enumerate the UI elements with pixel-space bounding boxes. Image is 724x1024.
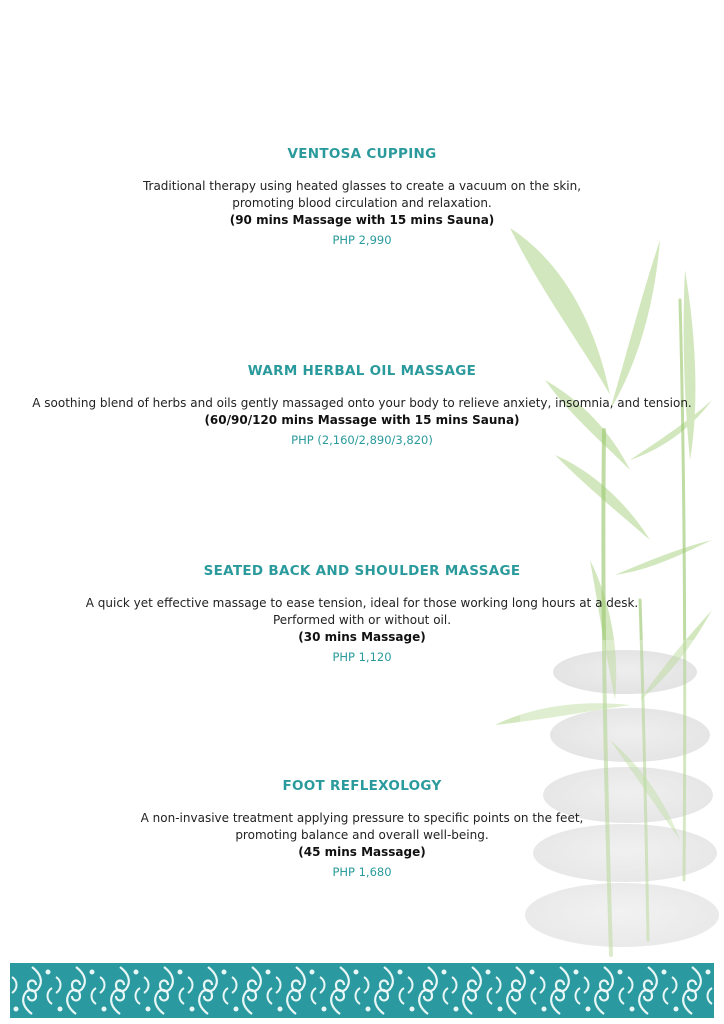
service-price: PHP 2,990 <box>332 233 392 247</box>
service-price: PHP (2,160/2,890/3,820) <box>291 433 433 447</box>
service-ventosa-cupping <box>0 146 724 249</box>
ornamental-border <box>10 963 714 1018</box>
service-price: PHP 1,680 <box>332 865 392 879</box>
service-price: PHP 1,120 <box>332 650 392 664</box>
service-description-line: Traditional therapy using heated glasses to create a vacuum on the skin, <box>142 179 582 193</box>
service-duration: (30 mins Massage) <box>298 630 426 644</box>
service-duration: (90 mins Massage with 15 mins Sauna) <box>229 213 495 227</box>
service-foot-reflexology <box>0 778 724 881</box>
service-description-line: promoting blood circulation and relaxation. <box>232 196 492 210</box>
service-description-line: A soothing blend of herbs and oils gently massaged onto your body to relieve anxiety, insomnia, and tension. <box>32 396 692 410</box>
service-title: FOOT REFLEXOLOGY <box>282 778 442 794</box>
service-description-line: A quick yet effective massage to ease tension, ideal for those working long hours at a desk. <box>85 596 639 610</box>
damask-pattern <box>10 963 714 1018</box>
service-warm-herbal-oil-massage <box>0 363 724 449</box>
service-description-line: promoting balance and overall well-being. <box>235 828 489 842</box>
service-duration: (45 mins Massage) <box>298 845 426 859</box>
service-title: VENTOSA CUPPING <box>287 146 437 162</box>
service-duration: (60/90/120 mins Massage with 15 mins Sauna) <box>204 413 520 427</box>
service-title: WARM HERBAL OIL MASSAGE <box>247 363 477 379</box>
service-title: SEATED BACK AND SHOULDER MASSAGE <box>203 563 521 579</box>
service-description-line: A non-invasive treatment applying pressure to specific points on the feet, <box>140 811 584 825</box>
service-seated-back-shoulder-massage <box>0 563 724 666</box>
service-description-line: Performed with or without oil. <box>272 613 452 627</box>
